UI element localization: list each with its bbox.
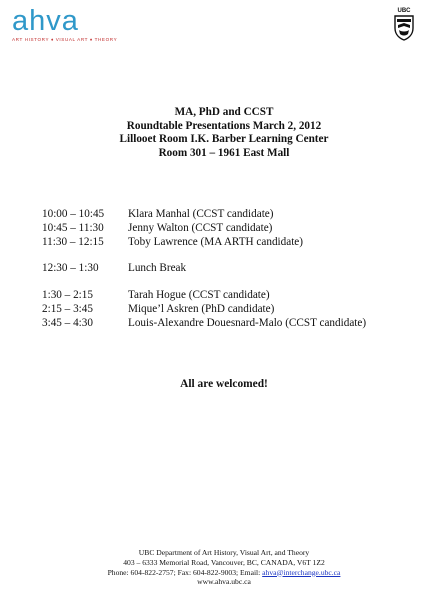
- schedule-list: [42, 208, 366, 331]
- footer-contact: [0, 548, 448, 587]
- welcome-message: All are welcomed!: [180, 378, 268, 390]
- ahva-logo: [12, 6, 117, 42]
- footer-phone-email: [0, 568, 448, 578]
- ubc-crest-icon: [393, 15, 415, 41]
- heading-line-1: MA, PhD and CCST: [174, 106, 274, 118]
- heading-line-2: Roundtable Presentations March 2, 2012: [126, 119, 322, 132]
- footer-website[interactable]: www.ahva.ubc.ca: [197, 577, 251, 587]
- schedule-presenter: Klara Manhal (CCST candidate): [128, 208, 274, 220]
- schedule-time: 2:15 – 3:45: [42, 302, 93, 315]
- schedule-time: 10:00 – 10:45: [42, 208, 105, 220]
- schedule-time: 3:45 – 4:30: [42, 316, 93, 329]
- schedule-presenter: Louis-Alexandre Douesnard-Malo (CCST candidate): [128, 316, 367, 329]
- schedule-row: [42, 289, 366, 303]
- schedule-break: Lunch Break: [128, 262, 187, 275]
- schedule-presenter: Tarah Hogue (CCST candidate): [128, 289, 270, 302]
- logo-wordmark: ahva: [12, 5, 79, 37]
- heading-line-4: Room 301 – 1961 East Mall: [158, 146, 290, 159]
- schedule-time: 12:30 – 1:30: [42, 262, 99, 275]
- footer-department: UBC Department of Art History, Visual Art, and Theory: [138, 548, 310, 557]
- schedule-time: 10:45 – 11:30: [42, 221, 104, 234]
- schedule-time: 1:30 – 2:15: [42, 289, 93, 302]
- schedule-row: [42, 222, 366, 236]
- footer-phone-fax: Phone: 604-822-2757; Fax: 604-822-9003; Email:: [107, 567, 263, 577]
- schedule-presenter: Jenny Walton (CCST candidate): [128, 221, 273, 234]
- schedule-row: [42, 317, 366, 331]
- heading-line-3: Lillooet Room I.K. Barber Learning Center: [119, 133, 329, 146]
- schedule-time: 11:30 – 12:15: [42, 235, 104, 248]
- logo-tagline: ART HISTORY ♦ VISUAL ART ♦ THEORY: [12, 37, 118, 42]
- crest-label: UBC: [397, 8, 411, 14]
- email-link[interactable]: ahva@interchange.ubc.ca: [262, 567, 341, 577]
- schedule-row: [42, 236, 366, 250]
- schedule-row: [42, 208, 366, 222]
- schedule-presenter: Mique’l Askren (PhD candidate): [128, 302, 275, 315]
- schedule-presenter: Toby Lawrence (MA ARTH candidate): [128, 235, 303, 248]
- event-heading: [0, 106, 448, 160]
- ubc-crest: [393, 8, 415, 42]
- schedule-row: [42, 303, 366, 317]
- footer-address: 403 – 6333 Memorial Road, Vancouver, BC, CANADA, V6T 1Z2: [123, 557, 325, 567]
- schedule-row: [42, 262, 366, 276]
